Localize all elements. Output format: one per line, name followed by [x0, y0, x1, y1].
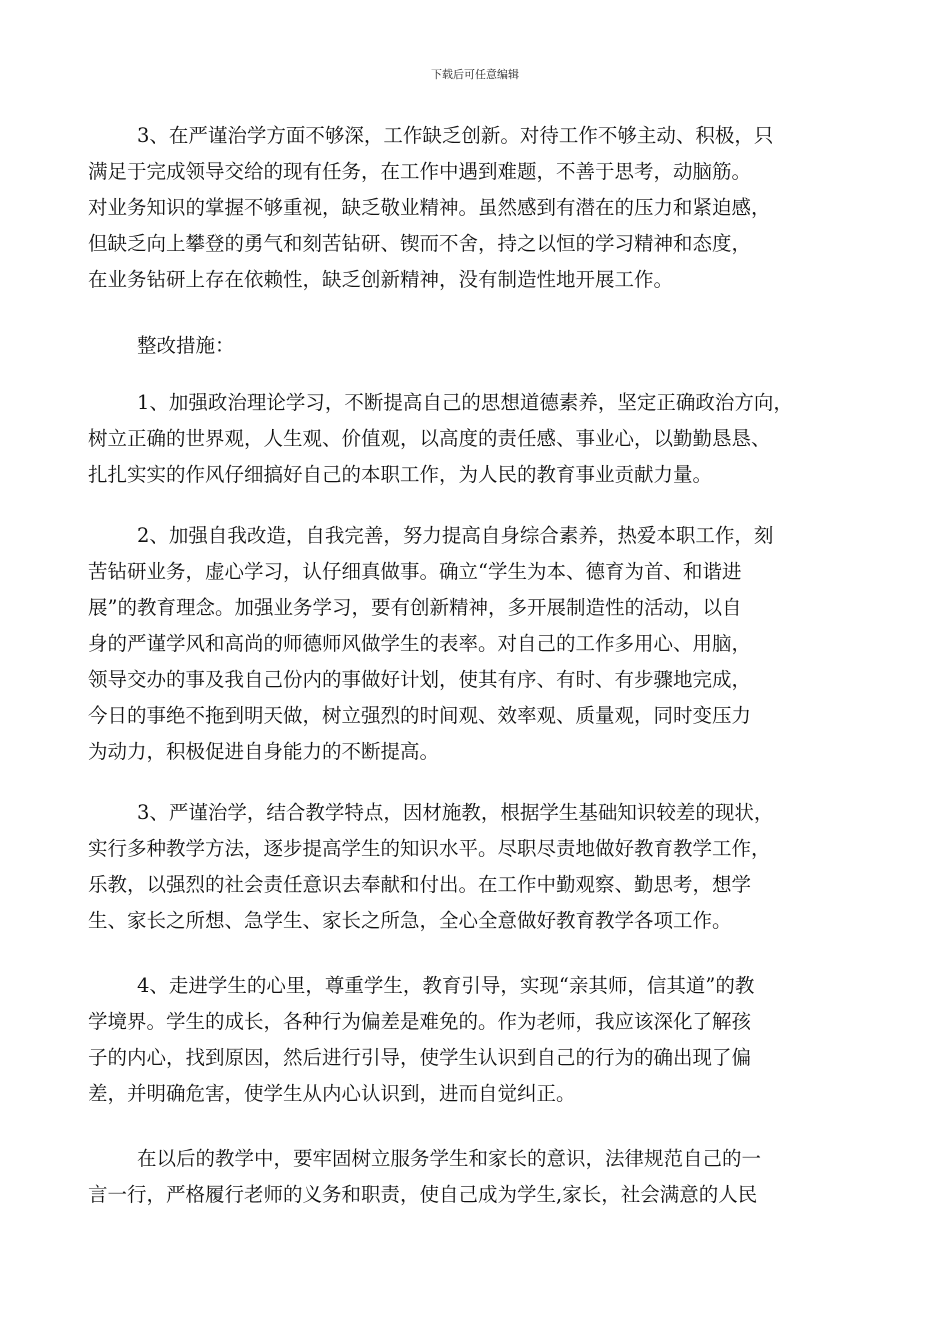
section-heading: 整改措施：: [137, 334, 235, 357]
text-line: 在以后的教学中，要牢固树立服务学生和家长的意识，法律规范自己的一: [137, 1147, 762, 1170]
page-header: 下载后可任意编辑: [431, 68, 519, 81]
text-line: 子的内心，找到原因，然后进行引导，使学生认识到自己的行为的确出现了偏: [88, 1046, 752, 1069]
text-line: 今日的事绝不拖到明天做，树立强烈的时间观、效率观、质量观，同时变压力: [88, 704, 752, 727]
text-line: 生、家长之所想、急学生、家长之所急，全心全意做好教育教学各项工作。: [88, 909, 732, 932]
text-line: 扎扎实实的作风仔细搞好自己的本职工作，为人民的教育事业贡献力量。: [88, 463, 713, 486]
text-line: 差，并明确危害，使学生从内心认识到，进而自觉纠正。: [88, 1082, 576, 1105]
paragraph-measure-4: [88, 968, 863, 1112]
text-line: 言一行，严格履行老师的义务和职责，使自己成为学生,家长，社会满意的人民: [88, 1183, 758, 1206]
text-line: 对业务知识的掌握不够重视，缺乏敬业精神。虽然感到有潜在的压力和紧迫感，: [88, 196, 771, 219]
text-line: 满足于完成领导交给的现有任务，在工作中遇到难题，不善于思考，动脑筋。: [88, 160, 752, 183]
text-line: 学境界。学生的成长，各种行为偏差是难免的。作为老师，我应该深化了解孩: [88, 1010, 752, 1033]
text-line: 3、严谨治学，结合教学特点，因材施教，根据学生基础知识较差的现状，: [137, 801, 774, 824]
paragraph-rectification-heading: [88, 328, 863, 364]
text-line: 展”的教育理念。加强业务学习，要有创新精神，多开展制造性的活动，以自: [88, 596, 742, 619]
text-line: 乐教，以强烈的社会责任意识去奉献和付出。在工作中勤观察、勤思考，想学: [88, 873, 752, 896]
text-line: 身的严谨学风和高尚的师德师风做学生的表率。对自己的工作多用心、用脑，: [88, 632, 752, 655]
text-line: 树立正确的世界观，人生观、价值观，以高度的责任感、事业心，以勤勤恳恳、: [88, 427, 771, 450]
paragraph-measure-1: [88, 385, 863, 493]
text-line: 实行多种教学方法，逐步提高学生的知识水平。尽职尽责地做好教育教学工作，: [88, 837, 771, 860]
text-line: 4、走进学生的心里，尊重学生，教育引导，实现“亲其师，信其道”的教: [137, 974, 755, 997]
text-line: 为动力，积极促进自身能力的不断提高。: [88, 740, 440, 763]
text-line: 3、在严谨治学方面不够深，工作缺乏创新。对待工作不够主动、积极，只: [137, 124, 774, 147]
paragraph-conclusion: [88, 1141, 863, 1213]
text-line: 领导交办的事及我自己份内的事做好计划，使其有序、有时、有步骤地完成，: [88, 668, 752, 691]
text-line: 苦钻研业务，虚心学习，认仔细真做事。确立“学生为本、德育为首、和谐进: [88, 560, 742, 583]
text-line: 在业务钻研上存在依赖性，缺乏创新精神，没有制造性地开展工作。: [88, 268, 674, 291]
paragraph-measure-3: [88, 795, 863, 939]
text-line: 2、加强自我改造，自我完善，努力提高自身综合素养，热爱本职工作，刻: [137, 524, 774, 547]
paragraph-measure-2: [88, 518, 863, 770]
paragraph-shortcoming-3: [88, 118, 863, 298]
text-line: 但缺乏向上攀登的勇气和刻苦钻研、锲而不舍，持之以恒的学习精神和态度，: [88, 232, 752, 255]
text-line: 1、加强政治理论学习，不断提高自己的思想道德素养，坚定正确政治方向，: [137, 391, 793, 414]
